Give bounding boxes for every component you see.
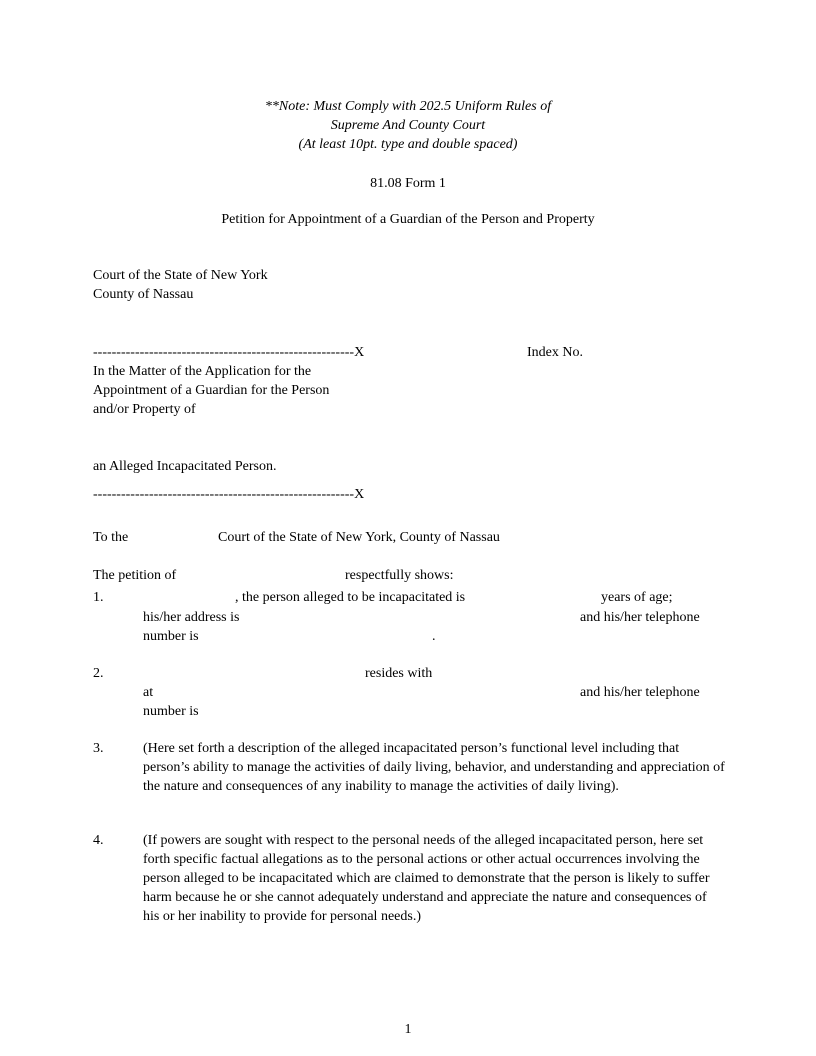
item3-text: (Here set forth a description of the alleged incapacitated person’s functional level including that person’s ability to manage the activities of daily living, behavior, and understanding and appreciation of the nature and consequences of any inability to manage the activities of daily living). xyxy=(143,741,725,794)
page-number: 1 xyxy=(404,1022,412,1037)
item2-line1-text: resides with xyxy=(365,666,433,681)
item1-line3-period: . xyxy=(432,629,436,644)
caption-divider-bottom: --------------------------------------------------------X xyxy=(93,487,365,502)
compliance-note-line-3: (At least 10pt. type and double spaced) xyxy=(298,137,518,152)
compliance-note-line-2: Supreme And County Court xyxy=(330,118,486,133)
item1-number: 1. xyxy=(93,590,104,605)
item2-line3-text: number is xyxy=(143,704,199,719)
item1-line2-text: his/her address is xyxy=(143,610,240,625)
to-court-text: Court of the State of New York, County of Nassau xyxy=(218,530,500,545)
matter-line-1: In the Matter of the Application for the xyxy=(93,364,312,379)
to-the-label: To the xyxy=(93,530,129,545)
item4-number: 4. xyxy=(93,833,104,848)
respectfully-shows-label: respectfully shows: xyxy=(345,568,454,583)
petition-of-label: The petition of xyxy=(93,568,177,583)
compliance-note-line-1: **Note: Must Comply with 202.5 Uniform Rules of xyxy=(264,99,552,114)
form-number: 81.08 Form 1 xyxy=(370,176,446,191)
item1-line1-suffix: years of age; xyxy=(601,590,673,605)
index-no-label: Index No. xyxy=(527,345,583,360)
alleged-incapacitated-person-line: an Alleged Incapacitated Person. xyxy=(93,459,277,474)
item2-line2-text: at xyxy=(143,685,154,700)
item4-text: (If powers are sought with respect to the personal needs of the alleged incapacitated person, here set forth specific factual allegations as to the personal actions or other actual occurrences involving the person alleged to be incapacitated which are claimed to demonstrate that the person is likely to suffer harm because he or she cannot adequately understand and appreciate the nature and consequences of his or her inability to provide for personal needs.) xyxy=(143,833,710,924)
item1-line1-text: , the person alleged to be incapacitated is xyxy=(235,590,466,605)
county-name-line: County of Nassau xyxy=(93,287,194,302)
item2-line2-suffix: and his/her telephone xyxy=(580,685,700,700)
document-title: Petition for Appointment of a Guardian of the Person and Property xyxy=(221,212,595,227)
item1-line3-text: number is xyxy=(143,629,199,644)
court-name-line: Court of the State of New York xyxy=(93,268,268,283)
item3-number: 3. xyxy=(93,741,104,756)
caption-divider-top: --------------------------------------------------------X xyxy=(93,345,365,360)
matter-line-3: and/or Property of xyxy=(93,402,196,417)
item2-number: 2. xyxy=(93,666,104,681)
matter-line-2: Appointment of a Guardian for the Person xyxy=(93,383,330,398)
item1-line2-suffix: and his/her telephone xyxy=(580,610,700,625)
